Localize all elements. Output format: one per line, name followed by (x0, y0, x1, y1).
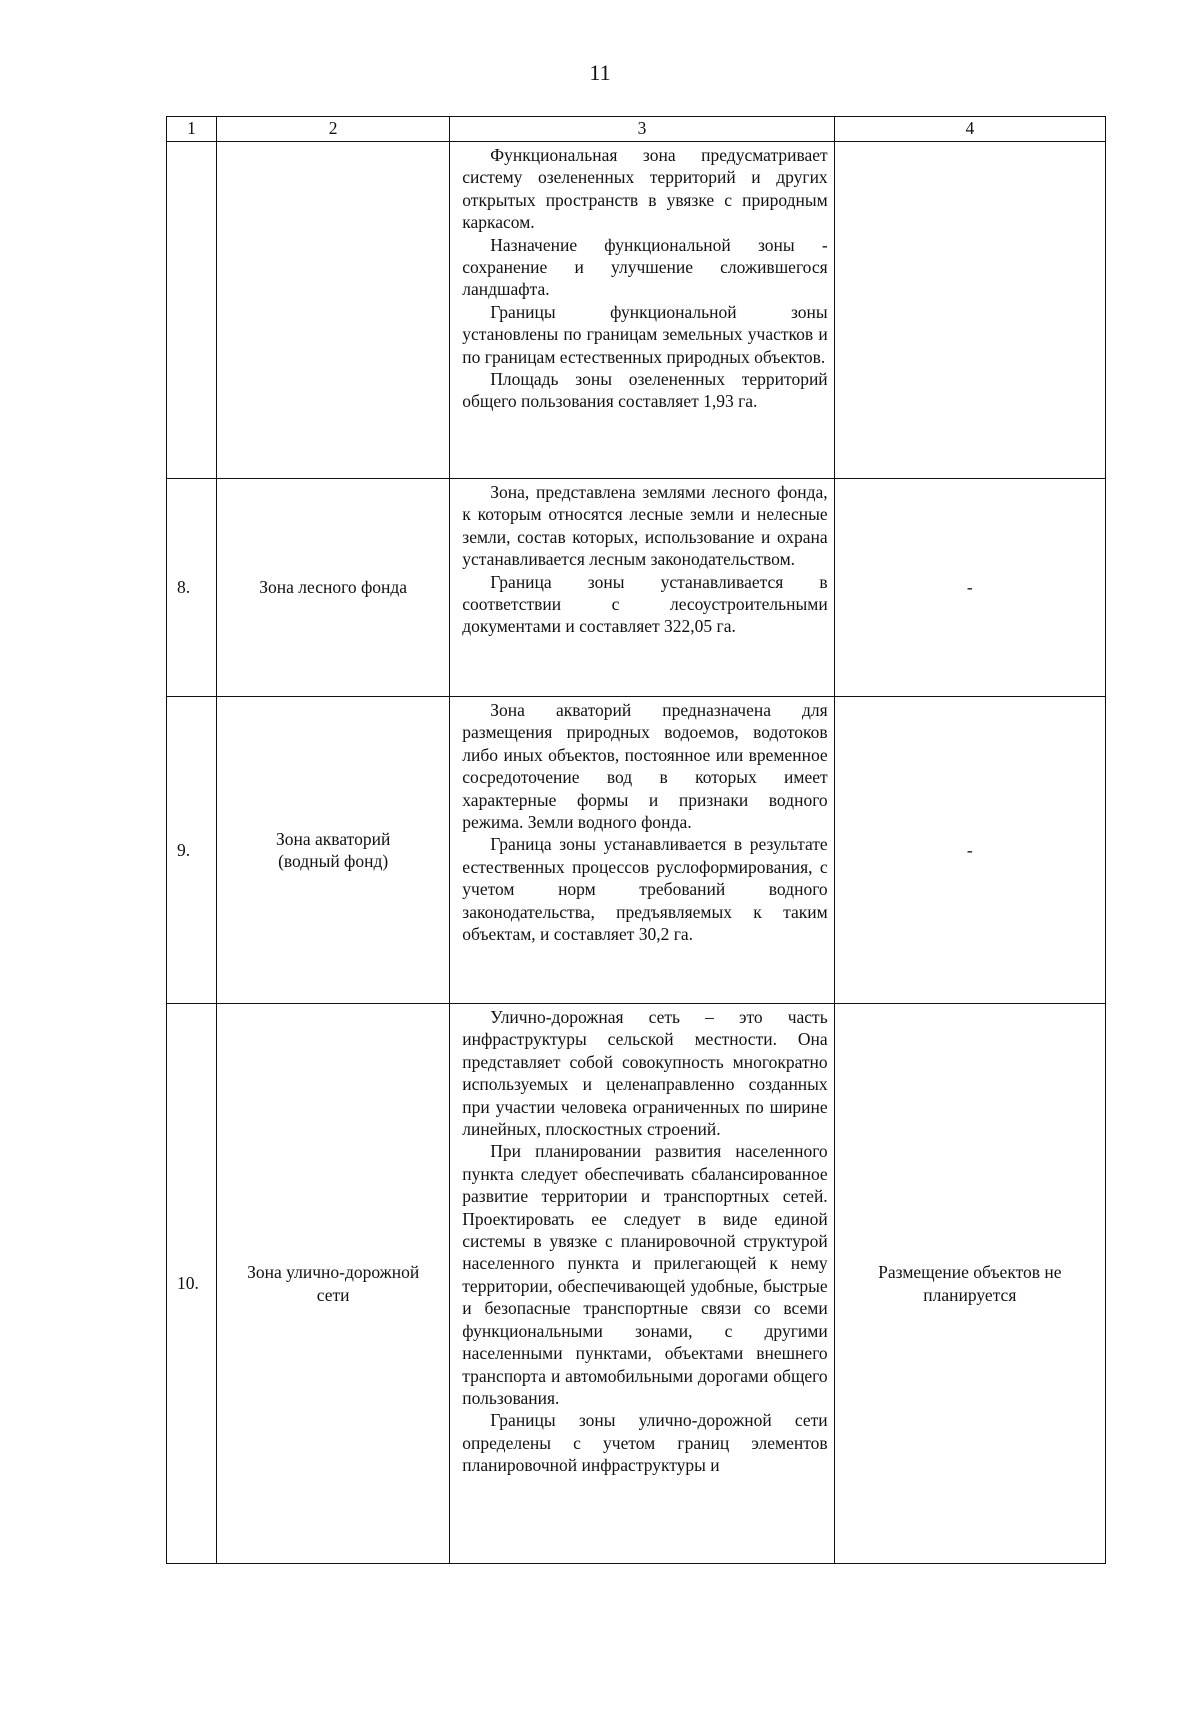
description-paragraph: Граница зоны устанавливается в результате естественных процессов руслоформирования, с учетом норм требований водного законодательства, предъявляемых к таким объектам, и составляет 30,2 га. (462, 834, 828, 945)
row-number: 10. (167, 1004, 217, 1564)
header-col-2: 2 (217, 117, 450, 142)
table-row (167, 142, 1106, 479)
description-paragraph: Назначение функциональной зоны - сохранение и улучшение сложившегося ландшафта. (462, 234, 828, 300)
zone-name (217, 142, 450, 479)
zone-name (217, 697, 450, 1004)
planned-objects: - (834, 697, 1105, 1004)
page-number: 11 (589, 60, 611, 85)
row-number (167, 142, 217, 479)
zones-table (166, 116, 1106, 1564)
description-paragraph: Улично-дорожная сеть – это часть инфраструктуры сельской местности. Она представляет собой совокупность многократно используемых и целенаправленно созданных при участии человека ограниченных по ширине линейных, плоскостных строений. (462, 1007, 828, 1140)
zone-description (450, 142, 834, 479)
header-col-4: 4 (834, 117, 1105, 142)
description-paragraph: Граница зоны устанавливается в соответствии с лесоустроительными документами и составляет 322,05 га. (462, 571, 828, 637)
zone-name-line: сети (316, 1284, 350, 1305)
description-paragraph: Зона акваторий предназначена для размещения природных водоемов, водотоков либо иных объектов, постоянное или временное сосредоточение вод в которых имеет характерные формы и признаки водного режима. Земли водного фонда. (462, 700, 828, 833)
table-row (167, 697, 1106, 1004)
description-paragraph: Функциональная зона предусматривает систему озелененных территорий и других открытых пространств в увязке с природным каркасом. (462, 145, 828, 233)
header-col-1: 1 (167, 117, 217, 142)
zone-name-line: Зона улично-дорожной (247, 1262, 420, 1283)
zone-name (217, 1004, 450, 1564)
description-paragraph: Зона, представлена землями лесного фонда, к которым относятся лесные земли и нелесные земли, состав которых, использование и охрана устанавливается лесным законодательством. (462, 482, 828, 570)
zone-name-line: (водный фонд) (278, 851, 389, 871)
planned-objects-line: Размещение объектов не (878, 1262, 1062, 1283)
table-header-row (167, 117, 1106, 142)
zone-description (450, 1004, 834, 1564)
description-paragraph: При планировании развития населенного пункта следует обеспечивать сбалансированное развитие территории и транспортных сетей. Проектировать ее следует в виде единой системы в увязке с планировочной структурой населенного пункта и прилегающей к нему территории, обеспечивающей удобные, быстрые и безопасные транспортные связи со всеми функциональными зонами, с другими населенными пунктами, объектами внешнего транспорта и автомобильными дорогами общего пользования. (462, 1141, 828, 1408)
header-col-3: 3 (450, 117, 834, 142)
table-row (167, 479, 1106, 697)
zone-description (450, 479, 834, 697)
planned-objects: - (834, 479, 1105, 697)
zone-description (450, 697, 834, 1004)
planned-objects (834, 142, 1105, 479)
zone-name: Зона лесного фонда (217, 479, 450, 697)
table-row (167, 1004, 1106, 1564)
description-paragraph: Площадь зоны озелененных территорий общего пользования составляет 1,93 га. (462, 369, 828, 412)
planned-objects-line: планируется (923, 1284, 1017, 1305)
zone-name-line: Зона акваторий (276, 828, 391, 849)
description-paragraph: Границы функциональной зоны установлены по границам земельных участков и по границам естественных природных объектов. (462, 301, 828, 367)
description-paragraph: Границы зоны улично-дорожной сети определены с учетом границ элементов планировочной инфраструктуры и (462, 1410, 828, 1476)
row-number: 8. (167, 479, 217, 697)
row-number: 9. (167, 697, 217, 1004)
planned-objects (834, 1004, 1105, 1564)
